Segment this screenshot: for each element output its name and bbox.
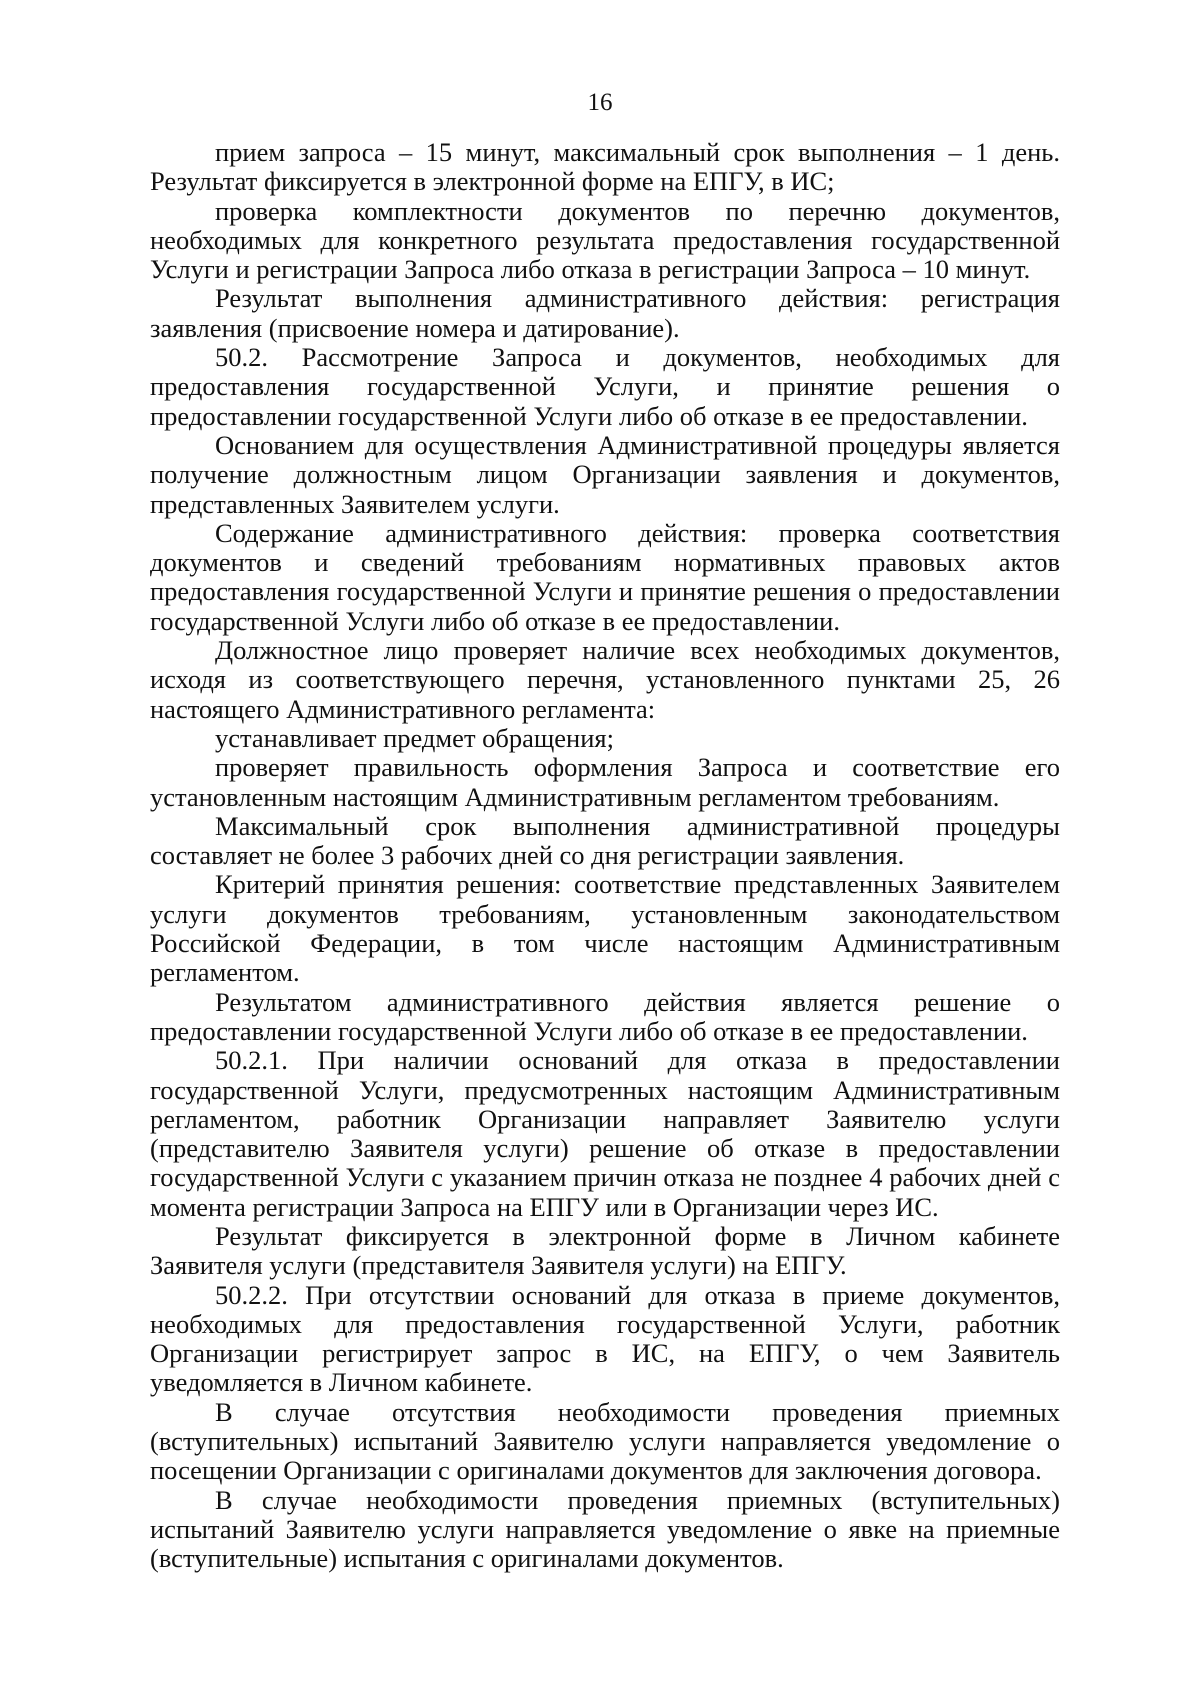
document-body: [150, 138, 1060, 1574]
paragraph: В случае отсутствия необходимости проведения приемных (вступительных) испытаний Заявителю услуги направляется уведомление о посещении Организации с оригиналами документов для заключения договора.: [150, 1396, 1060, 1486]
paragraph: Максимальный срок выполнения административной процедуры составляет не более 3 рабочих дней со дня регистрации заявления.: [150, 810, 1060, 871]
paragraph: Должностное лицо проверяет наличие всех необходимых документов, исходя из соответствующего перечня, установленного пунктами 25, 26 настоящего Административного регламента:: [150, 635, 1060, 724]
list-item: проверяет правильность оформления Запроса и соответствие его установленным настоящим Административным регламентом требованиям.: [150, 752, 1060, 812]
section-heading-50-2: 50.2. Рассмотрение Запроса и документов, необходимых для предоставления государственной Услуги, и принятие решения о предоставлении государственной Услуги либо об отказе в ее предоставлении.: [150, 342, 1060, 431]
section-50-2-2: 50.2.2. При отсутствии оснований для отказа в приеме документов, необходимых для предоставления государственной Услуги, работник Организации регистрирует запрос в ИС, на ЕПГУ, о чем Заявитель уведомляется в Личном кабинете.: [150, 1279, 1060, 1398]
paragraph: Результат фиксируется в электронной форме в Личном кабинете Заявителя услуги (представителя Заявителя услуги) на ЕПГУ.: [150, 1220, 1060, 1281]
paragraph: В случае необходимости проведения приемных (вступительных) испытаний Заявителю услуги направляется уведомление о явке на приемные (вступительные) испытания с оригиналами документов.: [150, 1484, 1060, 1574]
section-50-2-1: 50.2.1. При наличии оснований для отказа в предоставлении государственной Услуги, предусмотренных настоящим Административным регламентом, работник Организации направляет Заявителю услуги (представителю Заявителя услуги) решение об отказе в предоставлении государственной Услуги с указанием причин отказа не позднее 4 рабочих дней с момента регистрации Запроса на ЕПГУ или в Организации через ИС.: [150, 1045, 1060, 1222]
page-number: 16: [587, 89, 613, 116]
paragraph: Основанием для осуществления Административной процедуры является получение должностным лицом Организации заявления и документов, представленных Заявителем услуги.: [150, 429, 1060, 519]
paragraph: Результатом административного действия является решение о предоставлении государственной Услуги либо об отказе в ее предоставлении.: [150, 986, 1060, 1046]
paragraph: Результат выполнения административного действия: регистрация заявления (присвоение номера и датирование).: [150, 283, 1060, 343]
list-item: устанавливает предмет обращения;: [215, 722, 614, 753]
paragraph: Содержание административного действия: проверка соответствия документов и сведений требованиям нормативных правовых актов предоставления государственной Услуги и принятие решения о предоставлении государственной Услуги либо об отказе в ее предоставлении.: [150, 517, 1060, 636]
paragraph: прием запроса – 15 минут, максимальный срок выполнения – 1 день. Результат фиксируется в электронной форме на ЕПГУ, в ИС;: [150, 137, 1060, 197]
paragraph: Критерий принятия решения: соответствие представленных Заявителем услуги документов требованиям, установленным законодательством Российской Федерации, в том числе настоящим Административным регламентом.: [150, 869, 1060, 988]
paragraph: проверка комплектности документов по перечню документов, необходимых для конкретного результата предоставления государственной Услуги и регистрации Запроса либо отказа в регистрации Запроса – 10 минут.: [150, 195, 1060, 285]
